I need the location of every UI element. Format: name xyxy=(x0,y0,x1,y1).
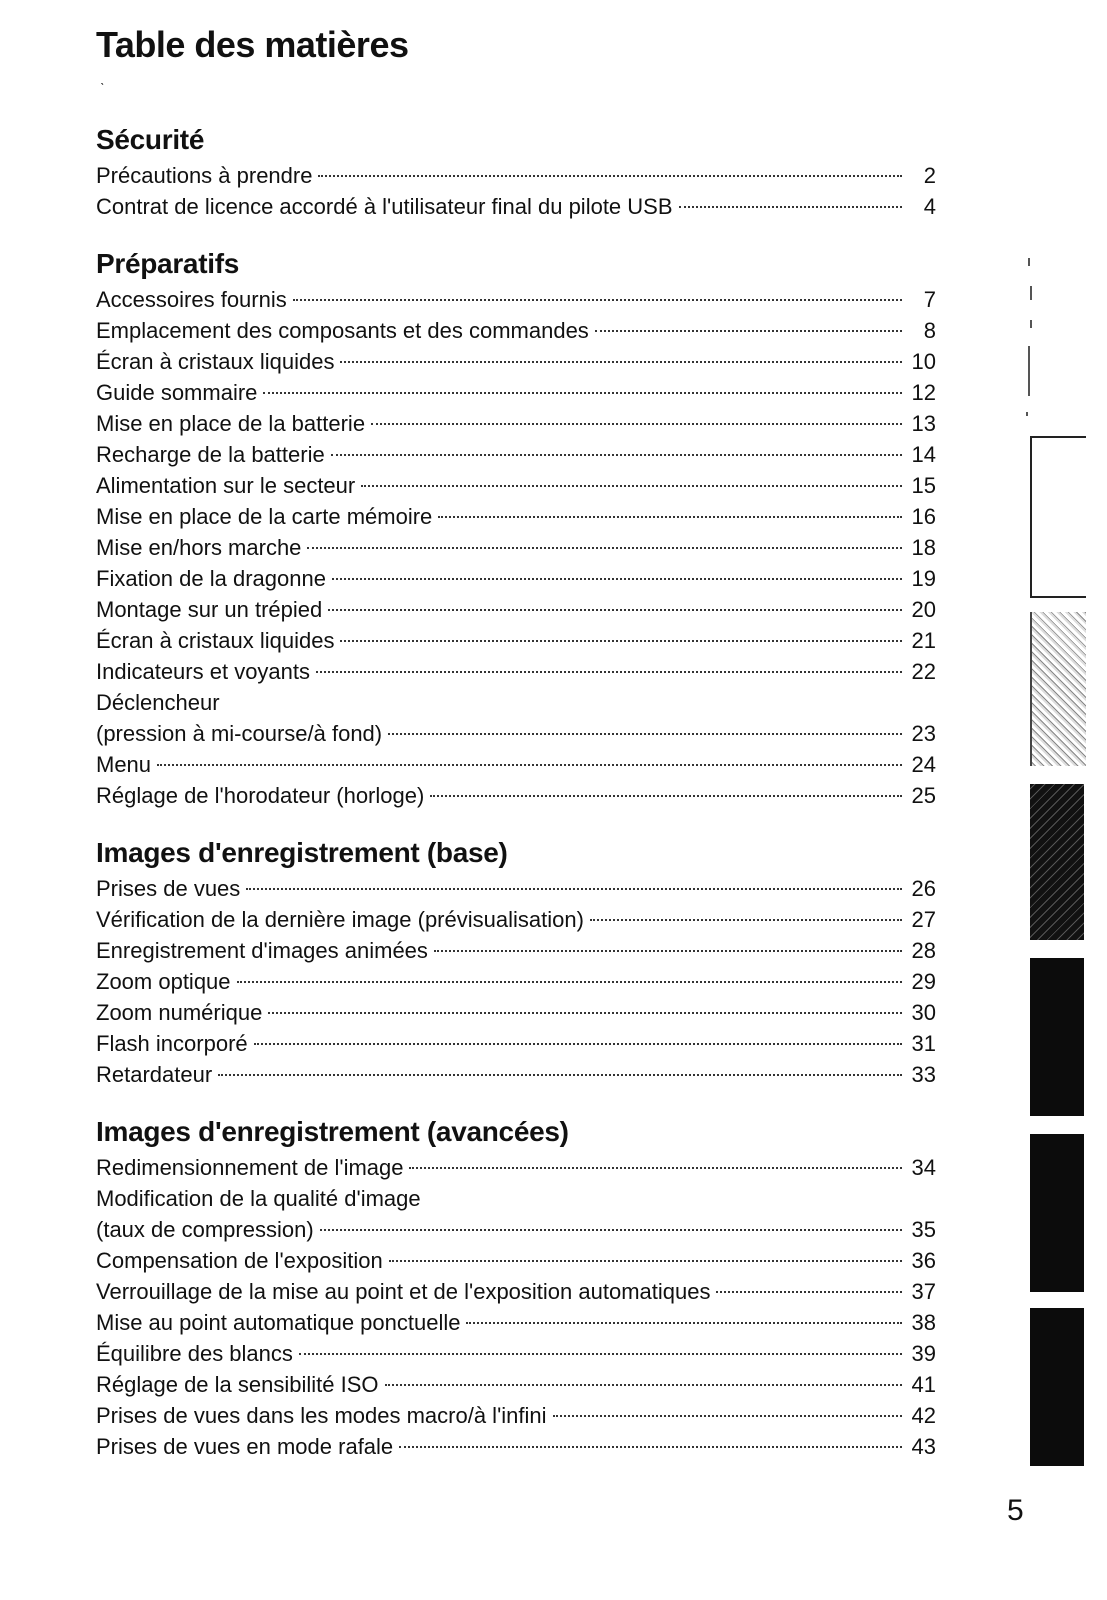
toc-entry[interactable] xyxy=(96,904,936,935)
dot-leader xyxy=(299,1353,902,1355)
toc-entry-label: Flash incorporé xyxy=(96,1031,248,1056)
toc-entry-page: 42 xyxy=(911,1403,936,1428)
toc-entry-page: 22 xyxy=(911,659,936,684)
dot-leader xyxy=(328,609,902,611)
dot-leader xyxy=(388,733,902,735)
toc-entry-page: 15 xyxy=(911,473,936,498)
toc-entry[interactable] xyxy=(96,532,936,563)
toc-section xyxy=(96,1112,936,1462)
toc-entry[interactable] xyxy=(96,997,936,1028)
toc-entry-page: 2 xyxy=(923,163,936,188)
edge-marks xyxy=(1022,258,1082,418)
dot-leader xyxy=(389,1260,902,1262)
toc-entry[interactable] xyxy=(96,1028,936,1059)
dot-leader xyxy=(409,1167,902,1169)
section-title: Images d'enregistrement (avancées) xyxy=(96,1116,569,1147)
toc-entry-page: 24 xyxy=(911,752,936,777)
dot-leader xyxy=(438,516,902,518)
toc-entry[interactable] xyxy=(96,1307,936,1338)
toc-entry-label: Mise en/hors marche xyxy=(96,535,302,560)
dot-leader xyxy=(320,1229,902,1231)
table-of-contents xyxy=(96,120,936,1462)
toc-entry-label: Équilibre des blancs xyxy=(96,1341,293,1366)
toc-entry[interactable] xyxy=(96,656,936,687)
dot-leader xyxy=(263,392,902,394)
page-number: 5 xyxy=(1007,1494,1024,1527)
toc-entry-page: 16 xyxy=(911,504,936,529)
dot-leader xyxy=(237,981,902,983)
toc-entry[interactable] xyxy=(96,594,936,625)
toc-entry-page: 13 xyxy=(911,411,936,436)
thumb-tab-black-2 xyxy=(1030,1134,1084,1292)
toc-entry[interactable] xyxy=(96,1338,936,1369)
dot-leader xyxy=(466,1322,902,1324)
toc-entry-page: 35 xyxy=(911,1217,936,1242)
thumb-tab-dark xyxy=(1030,784,1084,940)
dot-leader xyxy=(331,454,902,456)
toc-entry-label: Enregistrement d'images animées xyxy=(96,938,428,963)
dot-leader xyxy=(246,888,902,890)
dot-leader xyxy=(371,423,902,425)
toc-entry-label: Emplacement des composants et des commandes xyxy=(96,318,589,343)
dot-leader xyxy=(218,1074,902,1076)
toc-entry[interactable] xyxy=(96,470,936,501)
toc-entry-label: Redimensionnement de l'image xyxy=(96,1155,404,1180)
toc-entry-page: 26 xyxy=(911,876,936,901)
toc-entry[interactable] xyxy=(96,1369,936,1400)
toc-section xyxy=(96,244,936,811)
thumb-tab-speckled xyxy=(1030,612,1086,766)
dot-leader xyxy=(307,547,902,549)
toc-entry[interactable] xyxy=(96,501,936,532)
toc-entry[interactable] xyxy=(96,563,936,594)
toc-entry-label: Déclencheur xyxy=(96,690,220,715)
toc-entry[interactable] xyxy=(96,408,936,439)
toc-entry-label: Indicateurs et voyants xyxy=(96,659,311,684)
toc-entry[interactable] xyxy=(96,1059,936,1090)
dot-leader xyxy=(318,175,902,177)
toc-entry-label: Montage sur un trépied xyxy=(96,597,323,622)
toc-entry[interactable] xyxy=(96,1400,936,1431)
toc-entry-label: Écran à cristaux liquides xyxy=(96,628,335,653)
dot-leader xyxy=(340,361,902,363)
dot-leader xyxy=(430,795,902,797)
dot-leader xyxy=(268,1012,902,1014)
toc-entry-page: 33 xyxy=(911,1062,936,1087)
toc-entry-label: Fixation de la dragonne xyxy=(96,566,326,591)
toc-entry-label: Mise en place de la batterie xyxy=(96,411,366,436)
toc-entry-page: 34 xyxy=(911,1155,936,1180)
dot-leader xyxy=(316,671,902,673)
dot-leader xyxy=(434,950,902,952)
toc-entry-page: 30 xyxy=(911,1000,936,1025)
page-title: Table des matières xyxy=(96,24,409,65)
toc-entry-label: Réglage de la sensibilité ISO xyxy=(96,1372,379,1397)
toc-entry-label: Guide sommaire xyxy=(96,380,258,405)
toc-entry-label: Écran à cristaux liquides xyxy=(96,349,335,374)
toc-entry-label: Vérification de la dernière image (prévisualisation) xyxy=(96,907,584,932)
toc-entry-label: Verrouillage de la mise au point et de l'exposition automatiques xyxy=(96,1279,711,1304)
toc-entry-page: 29 xyxy=(911,969,936,994)
toc-entry[interactable] xyxy=(96,315,936,346)
toc-entry-page: 39 xyxy=(911,1341,936,1366)
toc-entry[interactable] xyxy=(96,439,936,470)
dot-leader xyxy=(332,578,902,580)
toc-entry[interactable] xyxy=(96,873,936,904)
dot-leader xyxy=(361,485,902,487)
toc-entry-label: Recharge de la batterie xyxy=(96,442,325,467)
toc-entry[interactable] xyxy=(96,718,936,749)
toc-entry-label: (taux de compression) xyxy=(96,1217,314,1242)
toc-entry-page: 23 xyxy=(911,721,936,746)
toc-entry[interactable] xyxy=(96,284,936,315)
toc-entry[interactable] xyxy=(96,1245,936,1276)
toc-entry-label: Zoom numérique xyxy=(96,1000,263,1025)
toc-entry-page: 21 xyxy=(911,628,936,653)
toc-entry-label: Modification de la qualité d'image xyxy=(96,1186,421,1211)
dot-leader xyxy=(385,1384,903,1386)
toc-entry-page: 43 xyxy=(911,1434,936,1459)
toc-entry-page: 36 xyxy=(911,1248,936,1273)
toc-entry-label: Retardateur xyxy=(96,1062,213,1087)
toc-entry-page: 25 xyxy=(911,783,936,808)
toc-entry-page: 20 xyxy=(911,597,936,622)
dot-leader xyxy=(340,640,902,642)
toc-entry-heading xyxy=(96,687,936,718)
dot-leader xyxy=(157,764,902,766)
toc-entry-page: 12 xyxy=(911,380,936,405)
toc-entry-page: 41 xyxy=(911,1372,936,1397)
toc-entry-label: Contrat de licence accordé à l'utilisateur final du pilote USB xyxy=(96,194,673,219)
toc-entry-label: Mise en place de la carte mémoire xyxy=(96,504,433,529)
toc-entry-page: 38 xyxy=(911,1310,936,1335)
toc-entry[interactable] xyxy=(96,1152,936,1183)
dot-leader xyxy=(679,206,902,208)
toc-entry[interactable] xyxy=(96,346,936,377)
toc-entry-page: 18 xyxy=(911,535,936,560)
thumb-tab-black-1 xyxy=(1030,958,1084,1116)
dot-leader xyxy=(254,1043,902,1045)
toc-entry[interactable] xyxy=(96,1214,936,1245)
toc-entry-label: Zoom optique xyxy=(96,969,231,994)
dot-leader xyxy=(399,1446,902,1448)
toc-entry-label: (pression à mi-course/à fond) xyxy=(96,721,383,746)
toc-entry[interactable] xyxy=(96,160,936,191)
toc-entry-label: Alimentation sur le secteur xyxy=(96,473,356,498)
dot-leader xyxy=(716,1291,902,1293)
toc-entry[interactable] xyxy=(96,1431,936,1462)
section-title: Préparatifs xyxy=(96,248,239,279)
toc-entry[interactable] xyxy=(96,780,936,811)
stray-mark: ˋ xyxy=(100,80,105,96)
dot-leader xyxy=(553,1415,902,1417)
toc-entry-label: Précautions à prendre xyxy=(96,163,313,188)
toc-entry-page: 19 xyxy=(911,566,936,591)
toc-entry-page: 37 xyxy=(911,1279,936,1304)
toc-entry[interactable] xyxy=(96,1276,936,1307)
toc-entry[interactable] xyxy=(96,377,936,408)
toc-entry-page: 27 xyxy=(911,907,936,932)
toc-entry[interactable] xyxy=(96,191,936,222)
section-gap xyxy=(96,1090,936,1112)
toc-entry[interactable] xyxy=(96,749,936,780)
toc-entry-label: Prises de vues dans les modes macro/à l'infini xyxy=(96,1403,547,1428)
toc-entry-label: Compensation de l'exposition xyxy=(96,1248,383,1273)
toc-entry-page: 4 xyxy=(923,194,936,219)
dot-leader xyxy=(595,330,902,332)
section-gap xyxy=(96,811,936,833)
dot-leader xyxy=(590,919,902,921)
toc-entry-label: Accessoires fournis xyxy=(96,287,287,312)
toc-entry[interactable] xyxy=(96,966,936,997)
section-gap xyxy=(96,222,936,244)
toc-entry-label: Mise au point automatique ponctuelle xyxy=(96,1310,461,1335)
toc-section xyxy=(96,833,936,1090)
toc-entry-page: 28 xyxy=(911,938,936,963)
toc-entry-page: 8 xyxy=(923,318,936,343)
toc-section xyxy=(96,120,936,222)
thumb-tab-black-3 xyxy=(1030,1308,1084,1466)
toc-entry[interactable] xyxy=(96,625,936,656)
toc-entry[interactable] xyxy=(96,935,936,966)
toc-entry-page: 31 xyxy=(911,1031,936,1056)
thumb-tab-outline xyxy=(1030,436,1086,598)
toc-entry-label: Prises de vues en mode rafale xyxy=(96,1434,394,1459)
toc-entry-label: Réglage de l'horodateur (horloge) xyxy=(96,783,425,808)
toc-entry-heading xyxy=(96,1183,936,1214)
toc-entry-label: Prises de vues xyxy=(96,876,241,901)
section-title: Images d'enregistrement (base) xyxy=(96,837,508,868)
toc-entry-page: 7 xyxy=(923,287,936,312)
toc-entry-page: 14 xyxy=(911,442,936,467)
toc-entry-label: Menu xyxy=(96,752,152,777)
dot-leader xyxy=(293,299,902,301)
section-title: Sécurité xyxy=(96,124,205,155)
toc-entry-page: 10 xyxy=(911,349,936,374)
